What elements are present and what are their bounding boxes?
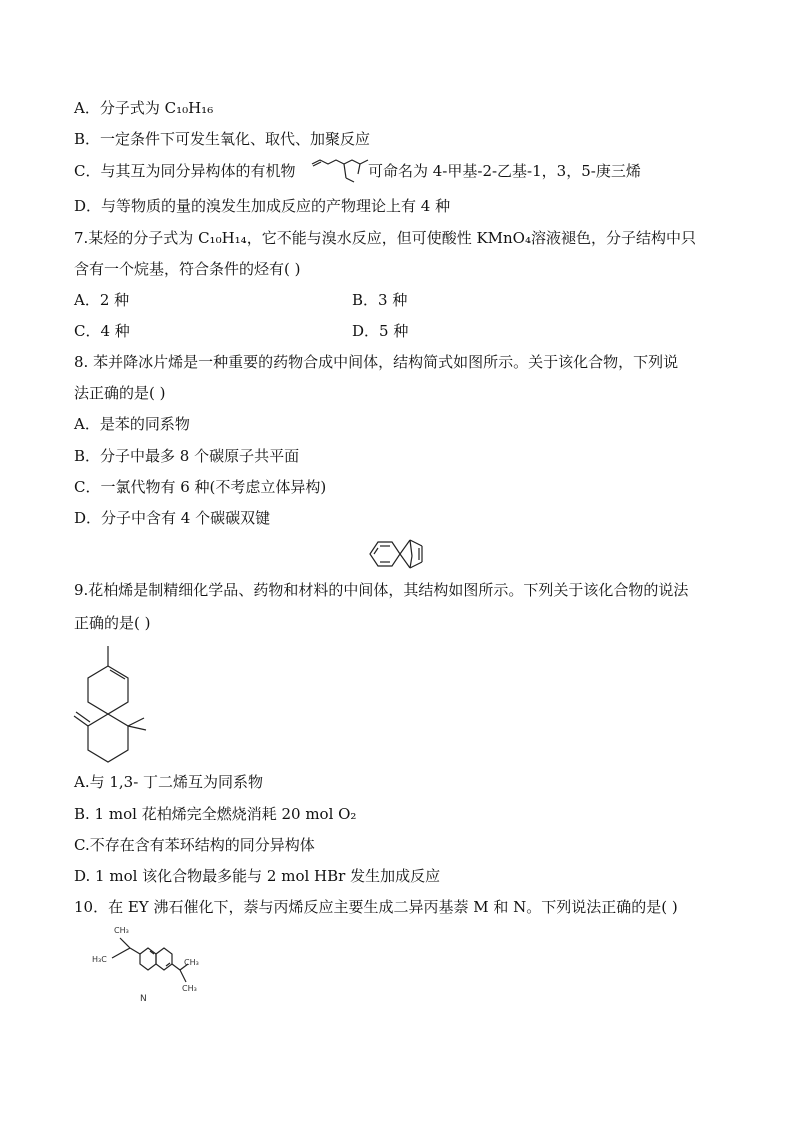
- label-n: N: [140, 994, 147, 1004]
- q6-option-d: D．与等物质的量的溴发生加成反应的产物理论上有 4 种: [74, 197, 451, 215]
- q7-option-b: B．3 种: [352, 291, 408, 309]
- q6-option-c-pre: C．与其互为同分异构体的有机物: [74, 162, 296, 180]
- q9-stem-line1: 9.花柏烯是制精细化学品、药物和材料的中间体，其结构如图所示。下列关于该化合物的说法: [74, 581, 689, 599]
- q8-option-a: A．是苯的同系物: [74, 415, 190, 433]
- q8-option-c: C．一氯代物有 6 种(不考虑立体异构): [74, 478, 327, 496]
- benzonorbornene-structure: [366, 536, 436, 576]
- chamigrene-structure: [70, 642, 160, 772]
- q6-heptatriene-structure: [310, 156, 370, 186]
- q8-option-d: D．分子中含有 4 个碳碳双键: [74, 509, 271, 527]
- label-h3c: H₃C: [92, 955, 107, 964]
- label-ch3-top: CH₃: [114, 926, 129, 935]
- q6-option-c-post: 可命名为 4-甲基-2-乙基-1，3，5-庚三烯: [368, 162, 641, 180]
- q7-stem-line1: 7.某烃的分子式为 C₁₀H₁₄，它不能与溴水反应，但可使酸性 KMnO₄溶液褪色，分子结构中只: [74, 229, 696, 247]
- q6-option-a: A．分子式为 C₁₀H₁₆: [74, 99, 214, 117]
- q7-option-d: D．5 种: [352, 322, 409, 340]
- q8-stem-line1: 8. 苯并降冰片烯是一种重要的药物合成中间体，结构简式如图所示。关于该化合物，下列说: [74, 353, 679, 371]
- q9-option-c: C.不存在含有苯环结构的同分异构体: [74, 836, 315, 854]
- q9-option-a: A.与 1,3- 丁二烯互为同系物: [74, 773, 264, 791]
- label-ch3-right2: CH₃: [182, 984, 197, 993]
- q9-option-b: B. 1 mol 花柏烯完全燃烧消耗 20 mol O₂: [74, 805, 357, 823]
- q7-option-a: A．2 种: [74, 291, 130, 309]
- q7-stem-line2: 含有一个烷基，符合条件的烃有( ): [74, 260, 301, 278]
- q10-stem: 10．在 EY 沸石催化下，萘与丙烯反应主要生成二异丙基萘 M 和 N。下列说法正确的是( ): [74, 898, 678, 916]
- q6-option-b: B．一定条件下可发生氧化、取代、加聚反应: [74, 130, 371, 148]
- q9-option-d: D. 1 mol 该化合物最多能与 2 mol HBr 发生加成反应: [74, 867, 441, 885]
- q9-stem-line2: 正确的是( ): [74, 614, 151, 632]
- label-ch3-right: CH₃: [184, 958, 199, 967]
- q8-option-b: B．分子中最多 8 个碳原子共平面: [74, 447, 300, 465]
- q8-stem-line2: 法正确的是( ): [74, 384, 166, 402]
- q7-option-c: C．4 种: [74, 322, 130, 340]
